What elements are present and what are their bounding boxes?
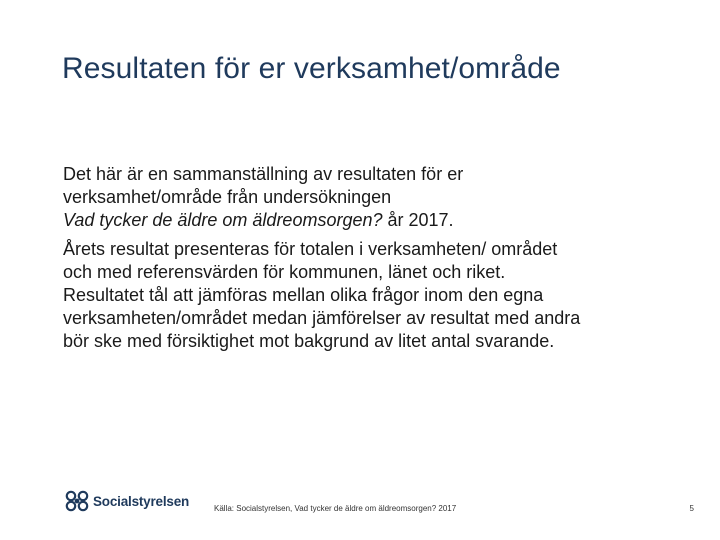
intro-paragraph [63,163,653,232]
results-line-1: Årets resultat presenteras för totalen i verksamheten/ området [63,239,558,259]
survey-year: år 2017. [382,210,454,230]
intro-line-2: verksamhet/område från undersökningen [63,187,392,207]
socialstyrelsen-logo [64,488,189,514]
slide-title: Resultaten för er verksamhet/område [62,52,561,85]
results-line-5: bör ske med försiktighet mot bakgrund av litet antal svarande. [63,331,555,351]
socialstyrelsen-logo-icon [64,489,90,513]
survey-title: Vad tycker de äldre om äldreomsorgen? [63,210,383,230]
intro-line-3 [63,209,653,232]
results-line-4: verksamheten/området medan jämförelser av resultat med andra [63,308,581,328]
intro-line-1: Det här är en sammanställning av resultaten för er [63,164,464,184]
page-number: 5 [689,504,694,513]
results-paragraph [63,238,653,353]
slide-body [63,163,653,353]
source-note: Källa: Socialstyrelsen, Vad tycker de äldre om äldreomsorgen? 2017 [214,504,457,513]
logo-wordmark: Socialstyrelsen [93,493,190,509]
results-line-3: Resultatet tål att jämföras mellan olika frågor inom den egna [63,285,544,305]
results-line-2: och med referensvärden för kommunen, länet och riket. [63,262,506,282]
